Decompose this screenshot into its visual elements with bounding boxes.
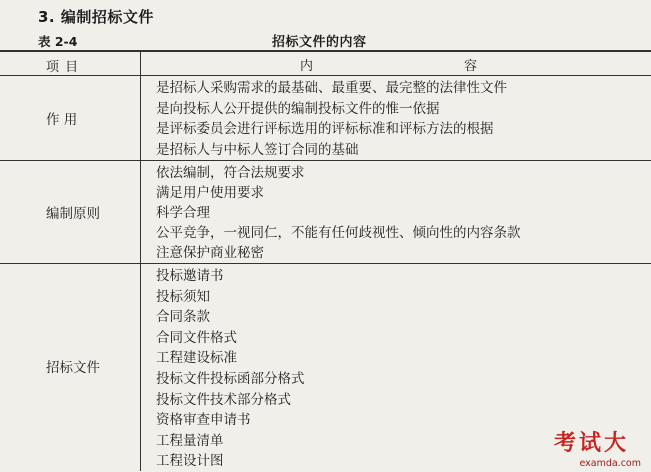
section-title: 3. 编制招标文件: [38, 8, 154, 26]
list-item: 是招标人采购需求的最基础、最重要、最完整的法律性文件: [156, 80, 507, 96]
documents-items-list: [156, 266, 305, 472]
list-item: 是招标人与中标人签订合同的基础: [156, 141, 359, 158]
list-item: 公平竞争，一视同仁，不能有任何歧视性、倾向性的内容条款: [156, 225, 521, 241]
table-title: 招标文件的内容: [272, 35, 367, 50]
watermark-logo: 考试大: [553, 431, 629, 456]
header-content-column-part1: 内: [300, 59, 314, 74]
list-item: 投标文件投标函部分格式: [156, 370, 305, 387]
list-item: 科学合理: [156, 205, 210, 221]
row-divider-2: [0, 263, 651, 264]
list-item: 投标须知: [156, 288, 210, 305]
column-divider: [140, 51, 141, 471]
principles-items-list: [156, 163, 521, 263]
row-label-principles: 编制原则: [46, 206, 100, 222]
header-item-column: 项 目: [46, 60, 80, 75]
role-items-list: [156, 78, 507, 160]
list-item: 工程量清单: [156, 432, 224, 449]
list-item: 工程设计图: [156, 453, 224, 470]
list-item: 是评标委员会进行评标选用的评标标准和评标方法的根据: [156, 121, 494, 137]
row-label-role: 作 用: [46, 112, 78, 128]
list-item: 投标邀请书: [156, 268, 224, 284]
watermark-url: examda.com: [579, 458, 641, 469]
list-item: 是向投标人公开提供的编制投标文件的惟一依据: [156, 100, 440, 117]
header-content-column-part2: 容: [464, 59, 478, 74]
list-item: 合同条款: [156, 309, 210, 326]
list-item: 注意保护商业秘密: [156, 245, 264, 261]
row-label-documents: 招标文件: [46, 360, 100, 376]
table-header-rule: [0, 75, 651, 76]
list-item: 资格审查申请书: [156, 412, 251, 429]
table-top-rule: [0, 50, 651, 52]
list-item: 依法编制，符合法规要求: [156, 165, 305, 181]
list-item: 工程建设标准: [156, 350, 237, 367]
list-item: 投标文件技术部分格式: [156, 391, 291, 408]
table-label: 表 2-4: [38, 34, 78, 49]
list-item: 合同文件格式: [156, 329, 237, 346]
list-item: 满足用户使用要求: [156, 185, 264, 201]
row-divider-1: [0, 160, 651, 161]
